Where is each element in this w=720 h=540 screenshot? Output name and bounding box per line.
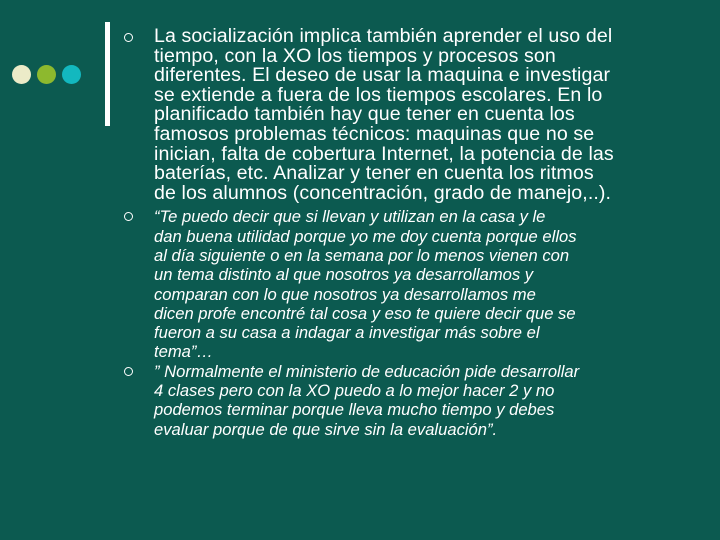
text-line: dan buena utilidad porque yo me doy cuenta porque ellos (154, 226, 577, 246)
text-line: ” Normalmente el ministerio de educación pide desarrollar (154, 361, 580, 381)
cream-dot (12, 65, 31, 84)
text-line: se extiende a fuera de los tiempos escolares. En lo (154, 83, 603, 106)
vertical-divider (105, 22, 110, 126)
green-dot (37, 65, 56, 84)
text-line: baterías, etc. Analizar y tener en cuenta los ritmos (154, 162, 594, 185)
text-line: La socialización implica también aprender el uso del (154, 25, 613, 47)
text-line: comparan con lo que nosotros ya desarrollamos me (154, 284, 536, 304)
text-line: dicen profe encontré tal cosa y eso te quiere decir que se (154, 303, 576, 323)
bullet-quote-casa (124, 207, 672, 361)
bullet-circle-icon (124, 367, 133, 376)
teal-dot (62, 65, 81, 84)
text-line: tiempo, con la XO los tiempos y procesos son (154, 44, 556, 67)
bullet-circle-icon (124, 212, 133, 221)
text-line: inician, falta de cobertura Internet, la potencia de las (154, 142, 614, 165)
slide-body (124, 27, 672, 439)
text-line: “Te puedo decir que si llevan y utilizan en la casa y le (154, 207, 546, 227)
text-line: de los alumnos (concentración, grado de manejo,..). (154, 181, 612, 204)
text-line: podemos terminar porque lleva mucho tiempo y debes (154, 400, 555, 420)
text-line: fueron a su casa a indagar a investigar más sobre el (154, 323, 540, 343)
text-line: evaluar porque de que sirve sin la evaluación”. (154, 419, 498, 439)
text-line: un tema distinto al que nosotros ya desarrollamos y (154, 265, 534, 285)
text-line: al día siguiente o en la semana por lo menos vienen con (154, 245, 570, 265)
text-line: diferentes. El deseo de usar la maquina e investigar (154, 64, 611, 87)
bullet-quote-ministerio (124, 362, 672, 439)
bullet-circle-icon (124, 33, 133, 42)
text-line: famosos problemas técnicos: maquinas que no se (154, 122, 595, 145)
decorative-dots (12, 65, 81, 84)
text-line: planificado también hay que tener en cuenta los (154, 103, 575, 126)
text-line: 4 clases pero con la XO puedo a lo mejor hacer 2 y no (154, 381, 555, 401)
text-line: tema”… (154, 342, 214, 362)
bullet-socializacion (124, 27, 672, 203)
